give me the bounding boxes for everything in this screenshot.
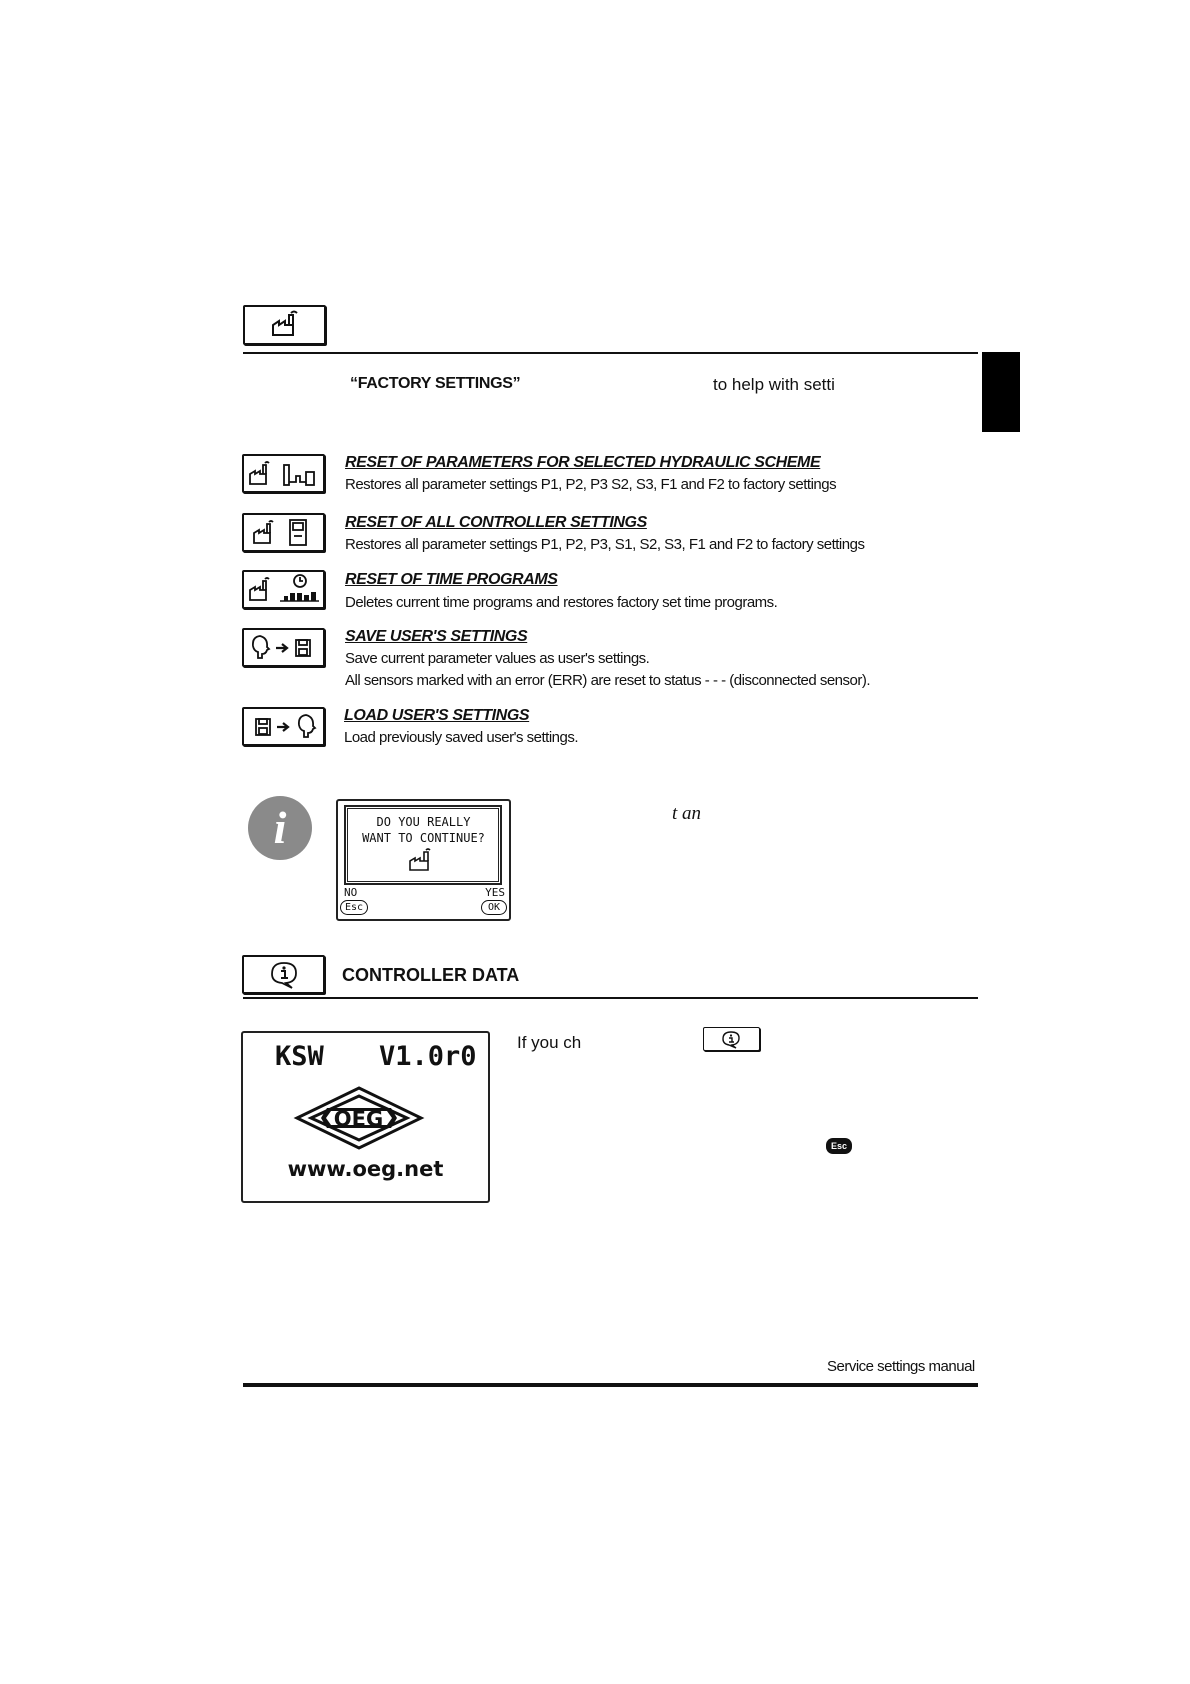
confirm-dialog-display <box>336 799 511 921</box>
footer-rule <box>243 1383 978 1387</box>
reset-time-programs-title: RESET OF TIME PROGRAMS <box>345 571 558 588</box>
display-model: KSW <box>275 1041 324 1072</box>
reset-parameters-text: Restores all parameter settings P1, P2, P3 S2, S3, F1 and F2 to factory settings <box>345 476 837 493</box>
factory-time-program-icon-box <box>242 570 325 609</box>
save-user-settings-text: Save current parameter values as user's settings. <box>345 650 650 667</box>
note-fragment: t an <box>672 803 702 824</box>
display-url: www.oeg.net <box>287 1157 444 1181</box>
load-user-settings-text: Load previously saved user's settings. <box>344 729 579 746</box>
factory-intro-label: “FACTORY SETTINGS” <box>350 375 521 392</box>
chapter-tab <box>982 352 1020 432</box>
info-bubble-icon <box>244 957 323 992</box>
reset-time-programs-text: Deletes current time programs and restores factory set time programs. <box>345 594 778 611</box>
controller-display <box>241 1031 490 1203</box>
save-user-icon-box <box>242 628 325 667</box>
info-key-icon-box <box>703 1027 760 1051</box>
factory-hydraulic-icon <box>244 456 323 491</box>
info-key-icon <box>704 1028 759 1050</box>
footer-text: Service settings manual <box>827 1358 975 1375</box>
load-user-icon <box>244 709 323 744</box>
reset-all-settings-title: RESET OF ALL CONTROLLER SETTINGS <box>345 514 647 531</box>
controller-text-fragment: If you ch <box>517 1033 582 1052</box>
factory-icon <box>406 847 436 873</box>
dialog-yes-label: YES <box>485 886 505 899</box>
save-user-settings-title: SAVE USER'S SETTINGS <box>345 628 528 645</box>
factory-time-program-icon <box>244 572 323 607</box>
section-rule-controller <box>243 997 978 999</box>
info-icon: i <box>248 796 312 860</box>
dialog-no-label: NO <box>344 886 358 899</box>
controller-data-icon-box <box>242 955 325 994</box>
esc-key-icon: Esc <box>826 1138 852 1154</box>
oeg-logo-text: OEG <box>333 1107 384 1131</box>
reset-parameters-title: RESET OF PARAMETERS FOR SELECTED HYDRAULIC SCHEME <box>345 454 821 471</box>
dialog-esc-button[interactable]: Esc <box>340 900 368 915</box>
confirm-dialog-line2: WANT TO CONTINUE? <box>362 831 485 845</box>
section-rule-top <box>243 352 978 354</box>
load-user-icon-box <box>242 707 325 746</box>
factory-hydraulic-icon-box <box>242 454 325 493</box>
dialog-ok-button[interactable]: OK <box>481 900 507 915</box>
confirm-dialog-line1: DO YOU REALLY <box>376 815 471 829</box>
save-user-settings-note: All sensors marked with an error (ERR) are reset to status - - - (disconnected sensor). <box>345 672 871 689</box>
factory-controller-icon <box>244 515 323 550</box>
factory-controller-icon-box <box>242 513 325 552</box>
save-user-icon <box>244 630 323 665</box>
reset-all-settings-text: Restores all parameter settings P1, P2, P3, S1, S2, S3, F1 and F2 to factory settings <box>345 536 865 553</box>
display-version: V1.0r0 <box>379 1041 477 1072</box>
factory-icon <box>245 307 324 343</box>
factory-intro-text: to help with setti <box>713 375 835 394</box>
factory-settings-icon-box <box>243 305 326 345</box>
load-user-settings-title: LOAD USER'S SETTINGS <box>344 707 530 724</box>
controller-data-heading: CONTROLLER DATA <box>342 965 520 985</box>
